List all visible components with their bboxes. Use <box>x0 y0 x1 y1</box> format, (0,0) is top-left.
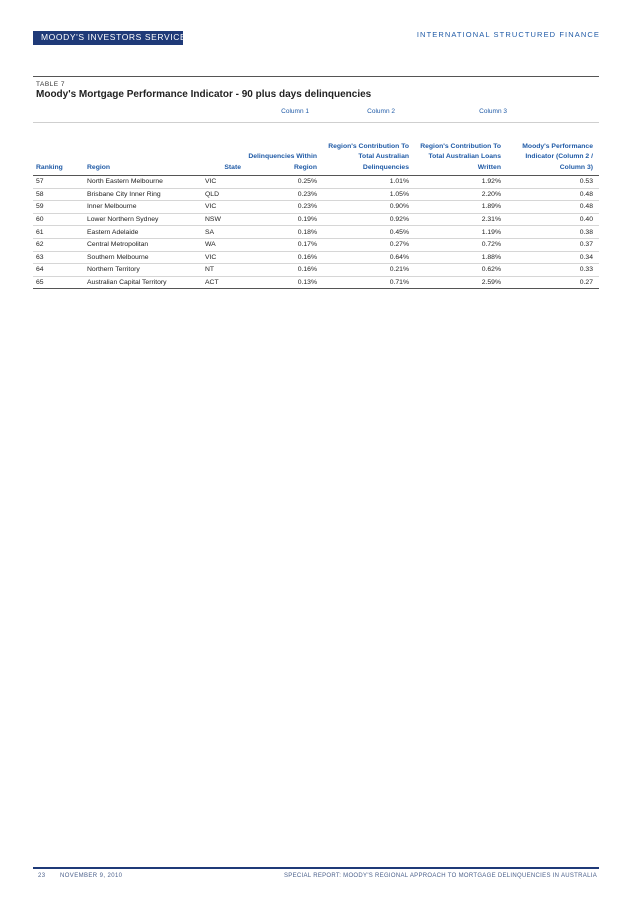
cell-indicator: 0.27 <box>507 276 599 289</box>
page-number: 23 <box>38 873 46 879</box>
cell-contribution-loans: 1.88% <box>415 251 507 264</box>
section-title: INTERNATIONAL STRUCTURED FINANCE <box>416 30 600 39</box>
cell-ranking: 63 <box>33 251 87 264</box>
table-row <box>33 276 599 289</box>
cell-indicator: 0.48 <box>507 188 599 201</box>
column-number-2: Column 2 <box>367 108 395 115</box>
cell-ranking: 62 <box>33 238 87 251</box>
header-contribution-loans: Region's Contribution To Total Australian Loans Written <box>420 142 501 171</box>
header-indicator: Moody's Performance Indicator (Column 2 / Column 3) <box>522 142 593 171</box>
table-row <box>33 226 599 239</box>
column-number-row <box>33 106 599 123</box>
cell-contribution-loans: 0.62% <box>415 264 507 277</box>
cell-region: Northern Territory <box>87 264 199 277</box>
cell-indicator: 0.33 <box>507 264 599 277</box>
cell-state: NSW <box>199 213 247 226</box>
cell-state: VIC <box>199 176 247 189</box>
cell-contribution-delinquencies: 1.05% <box>323 188 415 201</box>
cell-ranking: 61 <box>33 226 87 239</box>
cell-contribution-delinquencies: 0.92% <box>323 213 415 226</box>
header-region: Region <box>87 163 111 171</box>
cell-contribution-delinquencies: 0.27% <box>323 238 415 251</box>
cell-contribution-loans: 1.92% <box>415 176 507 189</box>
cell-state: VIC <box>199 251 247 264</box>
header-row <box>33 123 599 176</box>
cell-state: QLD <box>199 188 247 201</box>
brand-banner <box>33 31 187 45</box>
cell-contribution-delinquencies: 0.21% <box>323 264 415 277</box>
header-contribution-delinquencies: Region's Contribution To Total Australian Delinquencies <box>328 142 409 171</box>
table-row <box>33 176 599 189</box>
cell-contribution-loans: 2.31% <box>415 213 507 226</box>
cell-region: North Eastern Melbourne <box>87 176 199 189</box>
table-row <box>33 264 599 277</box>
top-divider <box>33 76 599 77</box>
cell-region: Lower Northern Sydney <box>87 213 199 226</box>
cell-region: Brisbane City Inner Ring <box>87 188 199 201</box>
column-number-3: Column 3 <box>479 108 507 115</box>
cell-contribution-loans: 1.19% <box>415 226 507 239</box>
header-state: State <box>224 163 241 171</box>
table-body <box>33 176 599 289</box>
cell-contribution-loans: 2.59% <box>415 276 507 289</box>
cell-delinquencies: 0.19% <box>247 213 323 226</box>
table-row <box>33 201 599 214</box>
cell-delinquencies: 0.25% <box>247 176 323 189</box>
cell-contribution-loans: 2.20% <box>415 188 507 201</box>
cell-state: NT <box>199 264 247 277</box>
cell-indicator: 0.37 <box>507 238 599 251</box>
footer-divider <box>33 867 599 869</box>
cell-delinquencies: 0.23% <box>247 201 323 214</box>
cell-state: WA <box>199 238 247 251</box>
cell-region: Inner Melbourne <box>87 201 199 214</box>
cell-state: VIC <box>199 201 247 214</box>
cell-contribution-loans: 1.89% <box>415 201 507 214</box>
cell-delinquencies: 0.17% <box>247 238 323 251</box>
cell-contribution-delinquencies: 0.71% <box>323 276 415 289</box>
cell-ranking: 58 <box>33 188 87 201</box>
cell-region: Australian Capital Territory <box>87 276 199 289</box>
cell-indicator: 0.53 <box>507 176 599 189</box>
table-row <box>33 251 599 264</box>
cell-contribution-delinquencies: 0.45% <box>323 226 415 239</box>
cell-ranking: 57 <box>33 176 87 189</box>
cell-indicator: 0.38 <box>507 226 599 239</box>
cell-contribution-delinquencies: 0.90% <box>323 201 415 214</box>
cell-indicator: 0.48 <box>507 201 599 214</box>
cell-state: ACT <box>199 276 247 289</box>
cell-ranking: 60 <box>33 213 87 226</box>
cell-region: Southern Melbourne <box>87 251 199 264</box>
header-ranking: Ranking <box>36 163 63 171</box>
table-row <box>33 188 599 201</box>
header-delinquencies: Delinquencies Within Region <box>248 153 317 171</box>
cell-delinquencies: 0.23% <box>247 188 323 201</box>
performance-table <box>33 106 599 289</box>
cell-ranking: 59 <box>33 201 87 214</box>
cell-contribution-delinquencies: 1.01% <box>323 176 415 189</box>
table-row <box>33 213 599 226</box>
cell-delinquencies: 0.18% <box>247 226 323 239</box>
brand-name: MOODY'S INVESTORS SERVICE <box>41 32 187 42</box>
cell-ranking: 64 <box>33 264 87 277</box>
cell-state: SA <box>199 226 247 239</box>
report-title: SPECIAL REPORT: MOODY'S REGIONAL APPROACH TO MORTGAGE DELINQUENCIES IN AUSTRALIA <box>284 873 597 879</box>
cell-delinquencies: 0.16% <box>247 251 323 264</box>
cell-contribution-delinquencies: 0.64% <box>323 251 415 264</box>
table-row <box>33 238 599 251</box>
report-date: NOVEMBER 9, 2010 <box>60 873 123 879</box>
cell-ranking: 65 <box>33 276 87 289</box>
cell-indicator: 0.34 <box>507 251 599 264</box>
cell-delinquencies: 0.16% <box>247 264 323 277</box>
table-title: Moody's Mortgage Performance Indicator - 90 plus days delinquencies <box>36 89 372 100</box>
column-number-1: Column 1 <box>281 108 309 115</box>
cell-contribution-loans: 0.72% <box>415 238 507 251</box>
cell-region: Central Metropolitan <box>87 238 199 251</box>
cell-delinquencies: 0.13% <box>247 276 323 289</box>
cell-region: Eastern Adelaide <box>87 226 199 239</box>
cell-indicator: 0.40 <box>507 213 599 226</box>
table-label: TABLE 7 <box>36 81 66 88</box>
